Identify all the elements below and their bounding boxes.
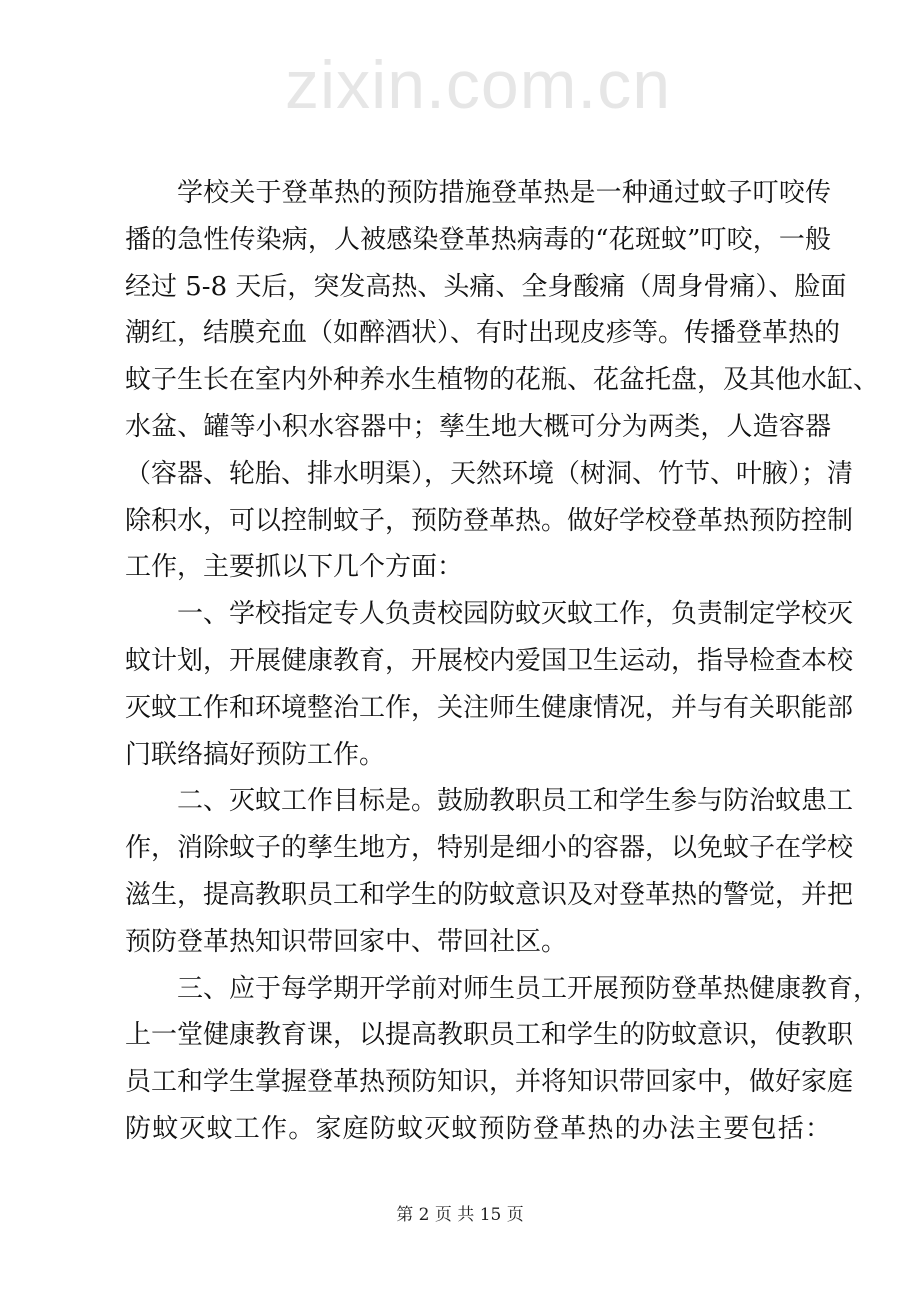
paragraph-line: 工作，主要抓以下几个方面： bbox=[125, 552, 464, 583]
paragraph-line: 门联络搞好预防工作。 bbox=[125, 739, 386, 770]
paragraph-line: 播的急性传染病，人被感染登革热病毒的“花斑蚊”叮咬，一般 bbox=[125, 224, 831, 255]
paragraph-line: 员工和学生掌握登革热预防知识，并将知识带回家中，做好家庭 bbox=[125, 1067, 854, 1098]
page-footer: 第 2 页 共 15 页 bbox=[396, 1205, 524, 1225]
paragraph-line: 滋生，提高教职员工和学生的防蚊意识及对登革热的警觉，并把 bbox=[125, 879, 854, 910]
paragraph-line: 一、学校指定专人负责校园防蚊灭蚊工作，负责制定学校灭 bbox=[177, 599, 854, 630]
paragraph-line: （容器、轮胎、排水明渠），天然环境（树洞、竹节、叶腋）；清 bbox=[125, 458, 854, 489]
paragraph-line: 除积水，可以控制蚊子，预防登革热。做好学校登革热预防控制 bbox=[125, 505, 854, 536]
paragraph-line: 蚊子生长在室内外种养水生植物的花瓶、花盆托盘，及其他水缸、 bbox=[125, 365, 880, 396]
paragraph-line: 作，消除蚊子的孳生地方，特别是细小的容器，以免蚊子在学校 bbox=[125, 833, 854, 864]
paragraph-line: 经过 5-8 天后，突发高热、头痛、全身酸痛（周身骨痛）、脸面 bbox=[125, 271, 847, 302]
paragraph-line: 学校关于登革热的预防措施登革热是一种通过蚊子叮咬传 bbox=[177, 178, 831, 208]
paragraph-line: 潮红，结膜充血（如醉酒状）、有时出现皮疹等。传播登革热的 bbox=[125, 318, 841, 349]
paragraph-line: 防蚊灭蚊工作。家庭防蚊灭蚊预防登革热的办法主要包括： bbox=[125, 1113, 831, 1144]
watermark: zixin.com.cn bbox=[285, 47, 672, 123]
paragraph-line: 三、应于每学期开学前对师生员工开展预防登革热健康教育， bbox=[177, 973, 880, 1004]
paragraph-line: 二、灭蚊工作目标是。鼓励教职员工和学生参与防治蚊患工 bbox=[177, 786, 854, 817]
paragraph-line: 上一堂健康教育课，以提高教职员工和学生的防蚊意识，使教职 bbox=[125, 1020, 854, 1051]
paragraph-line: 水盆、罐等小积水容器中；孳生地大概可分为两类，人造容器 bbox=[125, 411, 831, 442]
paragraph-line: 蚊计划，开展健康教育，开展校内爱国卫生运动，指导检查本校 bbox=[125, 645, 854, 676]
paragraph-line: 灭蚊工作和环境整治工作，关注师生健康情况，并与有关职能部 bbox=[125, 692, 854, 723]
paragraph-line: 预防登革热知识带回家中、带回社区。 bbox=[125, 926, 568, 957]
document-body bbox=[125, 170, 880, 1153]
